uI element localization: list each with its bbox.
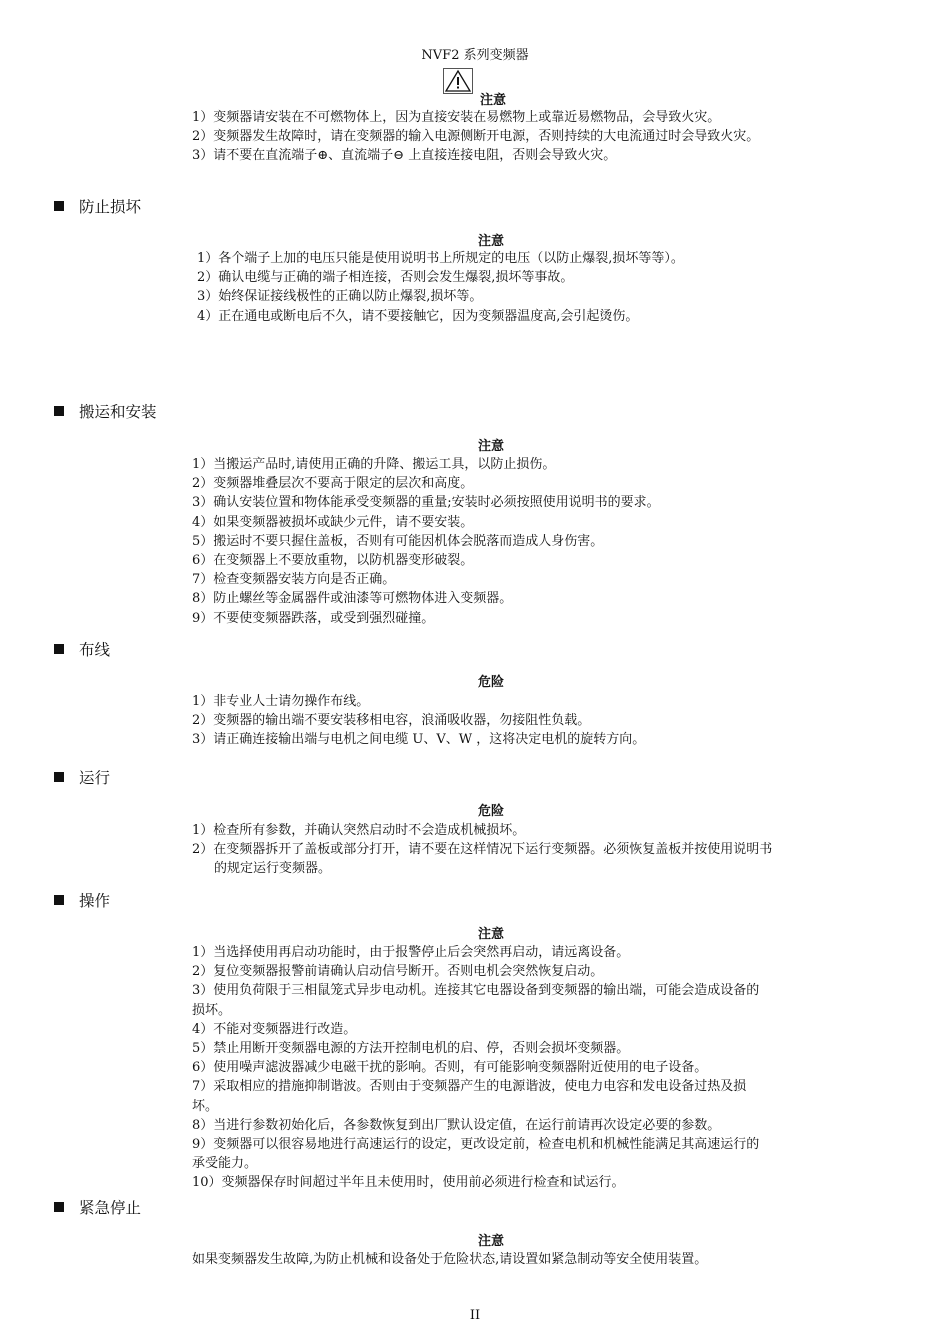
list-item: 4）正在通电或断电后不久，请不要接触它，因为变频器温度高,会引起烫伤。 xyxy=(197,308,639,324)
section-heading-emergency xyxy=(54,1196,141,1218)
damage-notice-label: 注意 xyxy=(478,234,505,249)
list-item: 3）始终保证接线极性的正确以防止爆裂,损坏等。 xyxy=(197,289,483,305)
list-item: 1）各个端子上加的电压只能是使用说明书上所规定的电压（以防止爆裂,损坏等等）。 xyxy=(197,251,684,266)
damage-notice-list xyxy=(197,249,777,326)
wiring-danger-label: 危险 xyxy=(478,675,505,690)
transport-notice-list xyxy=(192,455,772,628)
transport-notice-label: 注意 xyxy=(478,439,505,454)
list-item: 2）在变频器拆开了盖板或部分打开，请不要在这样情况下运行变频器。必须恢复盖板并按使用说明书的规定运行变频器。 xyxy=(192,842,773,877)
section-title: 操作 xyxy=(79,892,111,910)
section-heading-damage xyxy=(54,195,141,217)
section-title: 布线 xyxy=(79,641,111,659)
square-bullet-icon xyxy=(54,644,64,654)
list-item: 1）当搬运产品时,请使用正确的升降、搬运工具，以防止损伤。 xyxy=(192,457,556,472)
square-bullet-icon xyxy=(54,406,64,416)
running-danger-label: 危险 xyxy=(478,804,505,819)
running-danger-list xyxy=(192,821,772,879)
warning-triangle-icon xyxy=(443,68,473,94)
page-number: II xyxy=(469,1308,481,1323)
square-bullet-icon xyxy=(54,201,64,211)
list-item: 8）当进行参数初始化后，各参数恢复到出厂默认设定值，在运行前请再次设定必要的参数。 xyxy=(192,1117,721,1133)
fire-notice-list xyxy=(192,108,772,166)
section-title: 防止损坏 xyxy=(79,198,142,216)
section-heading-running xyxy=(54,766,110,788)
square-bullet-icon xyxy=(54,1202,64,1212)
list-item: 7）检查变频器安装方向是否正确。 xyxy=(192,572,396,588)
operation-notice-label: 注意 xyxy=(478,927,505,942)
list-item: 3）确认安装位置和物体能承受变频器的重量;安装时必须按照使用说明书的要求。 xyxy=(192,495,660,511)
list-item: 5）禁止用断开变频器电源的方法开控制电机的启、停，否则会损坏变频器。 xyxy=(192,1041,630,1057)
section-heading-operation xyxy=(54,889,110,911)
list-item: 4）如果变频器被损坏或缺少元件，请不要安装。 xyxy=(192,514,474,530)
operation-notice-list xyxy=(192,943,764,1193)
list-item: 2）确认电缆与正确的端子相连接，否则会发生爆裂,损坏等事故。 xyxy=(197,270,574,286)
section-title: 紧急停止 xyxy=(79,1199,142,1217)
list-item: 7）采取相应的措施抑制谐波。否则由于变频器产生的电源谐波，使电力电容和发电设备过热及损坏。 xyxy=(192,1079,747,1114)
section-heading-transport xyxy=(54,400,157,422)
list-item: 6）使用噪声滤波器减少电磁干扰的影响。否则，有可能影响变频器附近使用的电子设备。 xyxy=(192,1060,708,1076)
square-bullet-icon xyxy=(54,772,64,782)
list-item: 3）请正确连接输出端与电机之间电缆 U、V、W ，这将决定电机的旋转方向。 xyxy=(192,732,646,748)
emergency-notice-text xyxy=(192,1250,772,1269)
paragraph: 如果变频器发生故障,为防止机械和设备处于危险状态,请设置如紧急制动等安全使用装置。 xyxy=(192,1252,708,1267)
list-item: 8）防止螺丝等金属器件或油漆等可燃物体进入变频器。 xyxy=(192,591,513,607)
list-item: 1）当选择使用再启动功能时，由于报警停止后会突然再启动，请远离设备。 xyxy=(192,945,630,960)
section-heading-wiring xyxy=(54,638,110,660)
list-item: 1）变频器请安装在不可燃物体上，因为直接安装在易燃物上或靠近易燃物品，会导致火灾。 xyxy=(192,110,721,125)
list-item: 3）使用负荷限于三相鼠笼式异步电动机。连接其它电器设备到变频器的输出端，可能会造成设备的损坏。 xyxy=(192,983,760,1018)
emergency-notice-label: 注意 xyxy=(478,1234,505,1249)
list-item: 9）变频器可以很容易地进行高速运行的设定，更改设定前，检查电机和机械性能满足其高速运行的承受能力。 xyxy=(192,1137,760,1172)
list-item: 4）不能对变频器进行改造。 xyxy=(192,1021,357,1037)
list-item: 2）变频器堆叠层次不要高于限定的层次和高度。 xyxy=(192,476,474,492)
list-item: 6）在变频器上不要放重物，以防机器变形破裂。 xyxy=(192,553,474,569)
fire-notice-label: 注意 xyxy=(480,93,507,108)
list-item: 2）变频器发生故障时，请在变频器的输入电源侧断开电源，否则持续的大电流通过时会导致火灾。 xyxy=(192,129,760,145)
page-header: NVF2 系列变频器 xyxy=(421,48,529,63)
list-item: 1）检查所有参数，并确认突然启动时不会造成机械损坏。 xyxy=(192,823,526,838)
list-item: 2）复位变频器报警前请确认启动信号断开。否则电机会突然恢复启动。 xyxy=(192,964,604,980)
list-item: 1）非专业人士请勿操作布线。 xyxy=(192,694,370,709)
square-bullet-icon xyxy=(54,895,64,905)
list-item: 9）不要使变频器跌落，或受到强烈碰撞。 xyxy=(192,610,435,626)
section-title: 运行 xyxy=(79,769,111,787)
list-item: 3）请不要在直流端子⊕、直流端子⊖ 上直接连接电阻，否则会导致火灾。 xyxy=(192,148,617,164)
list-item: 2）变频器的输出端不要安装移相电容，浪涌吸收器，勿接阻性负载。 xyxy=(192,713,591,729)
wiring-danger-list xyxy=(192,692,772,750)
section-title: 搬运和安装 xyxy=(79,403,157,421)
list-item: 5）搬运时不要只握住盖板，否则有可能因机体会脱落而造成人身伤害。 xyxy=(192,533,604,549)
list-item: 10）变频器保存时间超过半年且未使用时，使用前必须进行检查和试运行。 xyxy=(192,1175,625,1191)
